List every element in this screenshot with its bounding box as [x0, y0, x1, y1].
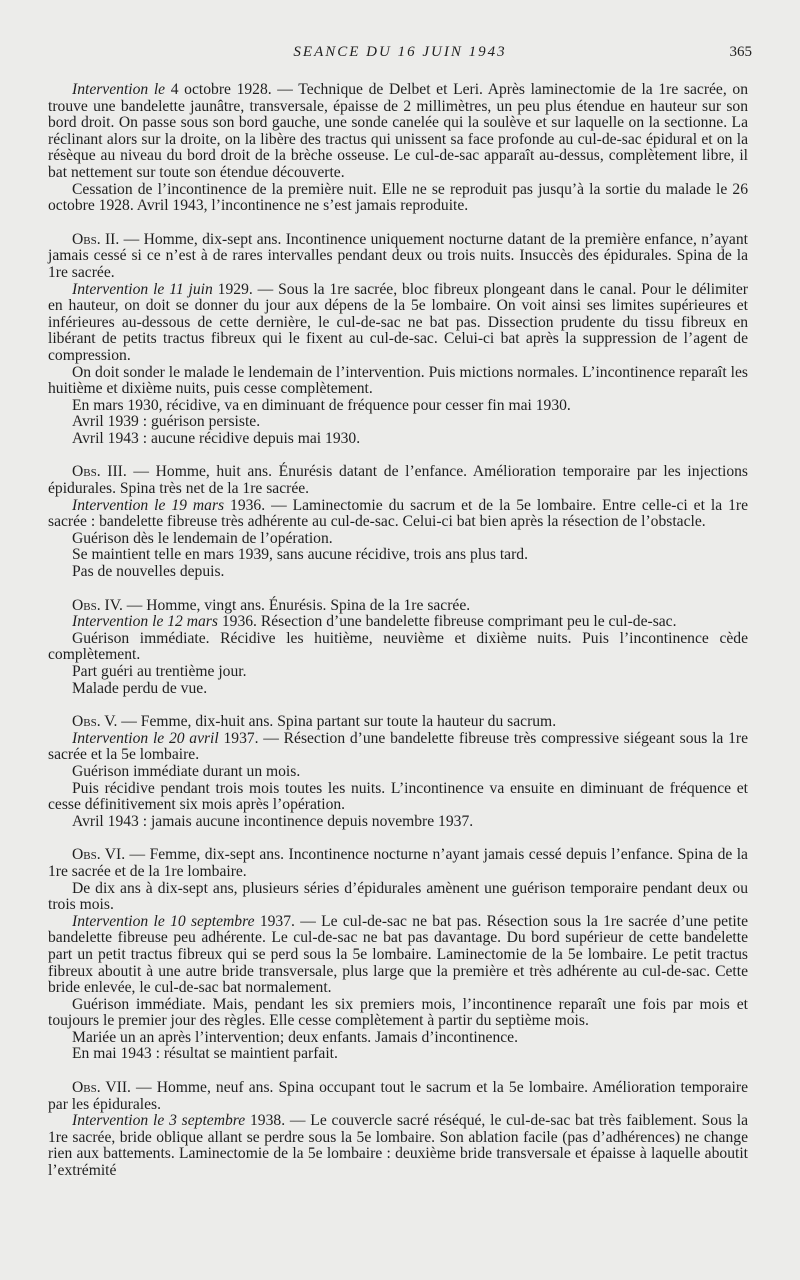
article-body [48, 82, 748, 1180]
paragraph-text: — Homme, neuf ans. Spina occupant tout le sacrum et la 5e lombaire. Amélioration temporaire par les épidurales. [48, 1079, 748, 1113]
paragraph [48, 398, 748, 415]
running-title: SEANCE DU 16 JUIN 1943 [293, 44, 507, 60]
observation-block [48, 464, 748, 580]
paragraph [48, 731, 748, 764]
paragraph [48, 547, 748, 564]
paragraph [48, 1030, 748, 1047]
paragraph [48, 1080, 748, 1113]
paragraph [48, 182, 748, 215]
paragraph [48, 1046, 748, 1063]
intervention-date-lead: Intervention le 3 septembre [72, 1112, 246, 1130]
paragraph [48, 764, 748, 781]
intervention-date-lead: Intervention le 10 septembre [72, 912, 255, 930]
paragraph [48, 814, 748, 831]
paragraph-text: Pas de nouvelles depuis. [72, 563, 225, 581]
paragraph-text: 4 octobre 1928. — Technique de Delbet et Leri. Après laminectomie de la 1re sacrée, on trouve une bandelette jaunâtre, transversale, épaisse de 2 millimètres, un peu plus étendue en hauteur sur son bord droit. On passe sous son bord gauche, une sonde canelée qui la soulève et sur laquelle on la sectionne. La réclinant alors sur la droite, on la libère des tractus qui unissent sa face profonde au cul-de-sac épidural et on la résèque au niveau du bord droit de la brèche osseuse. Le cul-de-sac apparaît au-dessus, complètement libre, il bat nettement sur toute son étendue découverte. [48, 81, 748, 181]
paragraph-text: En mars 1930, récidive, va en diminuant de fréquence pour cesser fin mai 1930. [72, 396, 571, 414]
paragraph-text: Puis récidive pendant trois mois toutes les nuits. L’incontinence va ensuite en diminuant de fréquence et cesse définitivement six mois après l’opération. [48, 779, 748, 814]
paragraph [48, 781, 748, 814]
paragraph-text: On doit sonder le malade le lendemain de l’intervention. Puis mictions normales. L’incontinence reparaît les huitième et dixième nuits, puis cesse complètement. [48, 363, 748, 398]
paragraph-text: De dix ans à dix-sept ans, plusieurs séries d’épidurales amènent une guérison temporaire pendant deux ou trois mois. [48, 879, 748, 914]
observation-block [48, 82, 748, 215]
observation-label: Obs. IV. [72, 596, 123, 614]
observation-label: Obs. II. [72, 230, 120, 248]
intervention-date-lead: Intervention le 11 juin [72, 280, 213, 298]
paragraph [48, 531, 748, 548]
page-number: 365 [729, 44, 752, 60]
paragraph [48, 614, 748, 631]
intervention-date-lead: Intervention le [72, 81, 166, 98]
paragraph-text: — Femme, dix-huit ans. Spina partant sur toute la hauteur du sacrum. [117, 713, 557, 731]
paragraph [48, 431, 748, 448]
paragraph-text: 1937. — Le cul-de-sac ne bat pas. Résection sous la 1re sacrée d’une petite bandelette fibreuse peu adhérente. Le cul-de-sac ne bat pas davantage. Du bord supérieur de cette bandelette part un petit tractus fibreux qui se perd sous la 5e lombaire. Laminectomie de la 5e lombaire. Le petit tractus fibreux aboutit à une autre bride transversale, plus large que la première et très adhérente au cul-de-sac. Cette bride enlevée, le cul-de-sac bat normalement. [48, 912, 749, 997]
paragraph-text: Part guéri au trentième jour. [72, 663, 247, 680]
paragraph-text: — Homme, huit ans. Énurésis datant de l’enfance. Amélioration temporaire par les injections épidurales. Spina très net de la 1re sacrée. [48, 463, 748, 498]
paragraph-text: Guérison dès le lendemain de l’opération. [72, 529, 333, 547]
paragraph [48, 232, 748, 282]
paragraph [48, 365, 748, 398]
paragraph-text: Guérison immédiate. Mais, pendant les six premiers mois, l’incontinence reparaît une fois par mois et toujours le premier jour des règles. Elle cesse complètement à partir du septième mois. [48, 995, 748, 1030]
observation-block [48, 232, 748, 448]
paragraph [48, 498, 748, 531]
paragraph-text: En mai 1943 : résultat se maintient parfait. [72, 1045, 338, 1063]
paragraph-text: Guérison immédiate. Récidive les huitième, neuvième et dixième nuits. Puis l’incontinence cède complètement. [48, 629, 748, 664]
paragraph-text: Avril 1943 : aucune récidive depuis mai 1930. [72, 429, 361, 447]
paragraph-text: — Homme, dix-sept ans. Incontinence uniquement nocturne datant de la première enfance, n’ayant jamais cessé si ce n’est à de rares intervalles pendant deux ou trois nuits. Insuccès des épidurales. Spina de la 1re sacrée. [48, 230, 748, 281]
paragraph [48, 714, 748, 731]
paragraph-text: 1929. — Sous la 1re sacrée, bloc fibreux plongeant dans le canal. Pour le délimiter en hauteur, on doit se donner du jour aux dépens de la 5e lombaire. On voit ainsi ses limites supérieures et inférieures au-dessous de cette dernière, le cul-de-sac ne bat pas. Dissection prudente du tissu fibreux en libérant de petits tractus fibreux qui le fixent au cul-de-sac. Celui-ci bat après la suppression de l’agent de compression. [48, 280, 748, 364]
paragraph [48, 847, 748, 880]
paragraph-text: Cessation de l’incontinence de la première nuit. Elle ne se reproduit pas jusqu’à la sortie du malade le 26 octobre 1928. Avril 1943, l’incontinence ne s’est jamais reproduite. [48, 180, 748, 215]
paragraph-text: 1936. — Laminectomie du sacrum et de la 5e lombaire. Entre celle-ci et la 1re sacrée : bandelette fibreuse très adhérente au cul-de-sac. Celui-ci bat bien après la résection de l’obstacle. [48, 496, 748, 531]
observation-block [48, 1080, 748, 1180]
paragraph-text: Mariée un an après l’intervention; deux enfants. Jamais d’incontinence. [72, 1028, 518, 1046]
paragraph-text: 1937. — Résection d’une bandelette fibreuse très compressive siégeant sous la 1re sacrée et la 5e lombaire. [48, 729, 748, 764]
observation-label: Obs. VII. [72, 1079, 131, 1097]
paragraph [48, 414, 748, 431]
paragraph-text: Malade perdu de vue. [72, 679, 208, 697]
observation-block [48, 847, 748, 1063]
intervention-date-lead: Intervention le 20 avril [72, 729, 219, 747]
paragraph-text: Avril 1939 : guérison persiste. [72, 413, 261, 431]
intervention-date-lead: Intervention le 12 mars [72, 613, 218, 631]
paragraph [48, 997, 748, 1030]
paragraph [48, 1113, 748, 1179]
observation-label: Obs. VI. [72, 846, 126, 864]
paragraph-text: Se maintient telle en mars 1939, sans aucune récidive, trois ans plus tard. [72, 546, 528, 564]
running-header [48, 44, 752, 66]
observation-block [48, 714, 748, 830]
paragraph-text: Guérison immédiate durant un mois. [72, 762, 301, 780]
paragraph [48, 631, 748, 664]
paragraph [48, 282, 748, 365]
paragraph [48, 464, 748, 497]
observation-label: Obs. V. [72, 713, 118, 731]
observation-block [48, 598, 748, 698]
intervention-date-lead: Intervention le 19 mars [72, 496, 225, 514]
paragraph [48, 664, 748, 681]
paragraph-text: Avril 1943 : jamais aucune incontinence depuis novembre 1937. [72, 812, 474, 830]
paragraph [48, 914, 748, 997]
paragraph-text: 1938. — Le couvercle sacré réséqué, le cul-de-sac bat très faiblement. Sous la 1re sacrée, bride oblique allant se perdre sous la 5e lombaire. Son ablation facile (pas d’adhérences) ne change rien aux battements. Laminectomie de la 5e lombaire : deuxième bride transversale et épaisse à laquelle aboutit l’extrémité [48, 1112, 749, 1180]
paragraph-text: — Homme, vingt ans. Énurésis. Spina de la 1re sacrée. [122, 596, 471, 614]
paragraph-text: 1936. Résection d’une bandelette fibreuse comprimant peu le cul-de-sac. [217, 613, 677, 631]
paragraph [48, 564, 748, 581]
paragraph [48, 82, 748, 182]
paragraph-text: — Femme, dix-sept ans. Incontinence nocturne n’ayant jamais cessé depuis l’enfance. Spina de la 1re sacrée et de la 1re lombaire. [48, 846, 748, 880]
paragraph [48, 881, 748, 914]
paragraph [48, 598, 748, 615]
observation-label: Obs. III. [72, 463, 127, 481]
paragraph [48, 681, 748, 698]
